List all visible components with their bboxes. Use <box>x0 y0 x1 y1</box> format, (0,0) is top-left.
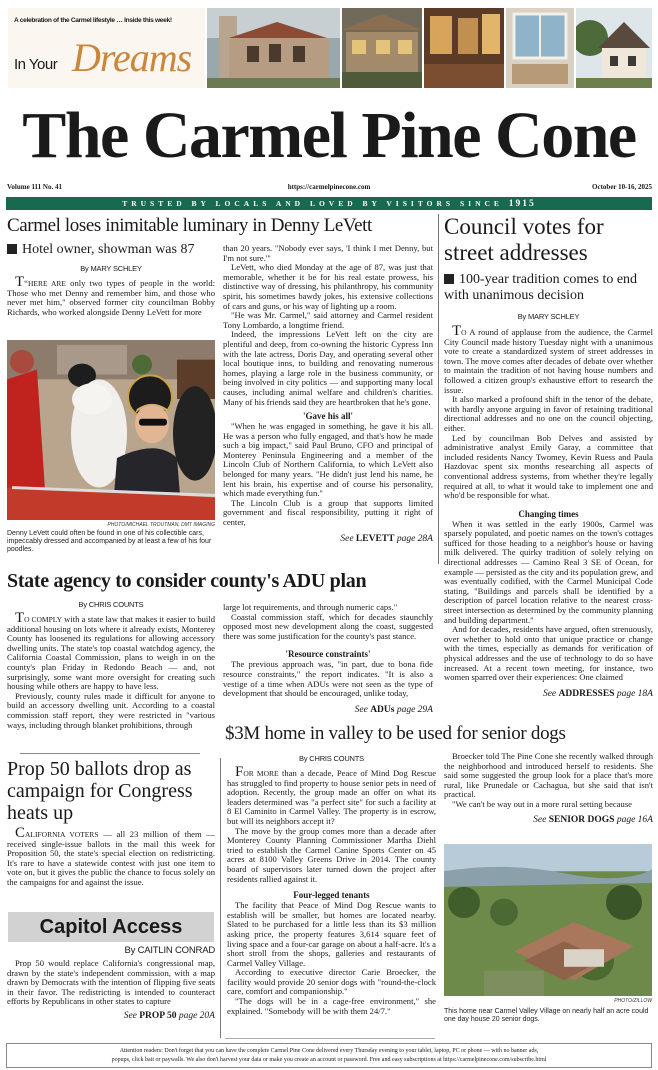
jump-page: page 16A <box>616 814 653 825</box>
square-bullet-icon <box>444 274 454 284</box>
promo-title-script: Dreams <box>72 35 192 80</box>
levett-p1-text: only two types of people in the world: Those who met Denny and remember him, and those who never met him," observed former city councilman Bobby Richards, who worked alongside Denny LeVett for more <box>7 278 216 317</box>
council-byline: By MARY SCHLEY <box>517 312 580 321</box>
dogs-para-5: "The dogs will be in a cage-free environment," she explained. "Somebody will be with them 24/7." <box>227 996 436 1016</box>
levett-para-1: T“HERE ARE only two types of people in the world: Those who met Denny and remember him, and those who never met him," observed former city councilman Bobby Richards, who worked alongside Denny LeVett for more <box>7 274 216 317</box>
dogs-col-1 <box>227 754 436 1016</box>
levett-para-5: Indeed, the impressions LeVett left on the city are plentiful and deep, from co-owning the historic Cypress Inn with the late actress, Doris Day, and operating several other local boutique inns, to building and renovating numerous homes, playing a large role in the business community, or being involved in city politics — and supporting many local causes, including animal welfare and children's charities. Many of his friends said they are heartbroken that he's gone. <box>223 329 433 407</box>
subscribe-notice-line-2[interactable]: popups, click bait or paywalls. We also don't harvest your data or make you create an account or password. Free and easy subscriptions at https://carmelpinecone.com/subscribe.html <box>111 1056 547 1063</box>
motto-year: 1915 <box>508 199 536 209</box>
prop50-column <box>7 945 215 1021</box>
drop-cap: F <box>235 764 244 780</box>
dogs-headline[interactable]: $3M home in valley to be used for senior dogs <box>225 723 566 744</box>
lead-caps: OR MORE <box>243 769 279 778</box>
levett-para-2: than 20 years. "Nobody ever says, 'I think I met Denny, but I'm not sure.'" <box>223 243 433 263</box>
levett-subhead: 'Gave his all' <box>302 411 353 422</box>
dogs-p1-text: than a decade, Peace of Mind Dog Rescue has struggled to find property to house senior pets in need of adoption. Recently, the group made an offer on what its leaders determined was "a perfect site" for such a facility at 8 El Caminito in Carmel Valley. The property is in escrow, but will its neighbors accept it? <box>227 768 437 826</box>
council-para-4: When it was settled in the early 1900s, Carmel was sparsely populated, and poetic names on the town's cottages sufficed for those heading to a neighbor's house or having milk delivered. The quirky tradition of solely relying on directional addresses — Camino Real 3 SE of Ocean, for example — persisted as the city and its population grew, and was eventually codified, with the Carmel Municipal Code stating, "Buildings and parcels shall be identified by a description of parcel location relative to the nearest cross-street intersection as determined by the community planning and building department." <box>444 518 653 625</box>
prop50-para-2: Prop 50 would replace California's congressional map, drawn by the state's independent commission, with a map drawn by Democrats with the intention of flipping five seats in their favor. The redistricting is intended to counteract efforts by Republicans in other states to capture <box>7 958 215 1007</box>
column-divider <box>220 758 221 1038</box>
promo-title-prefix: In Your <box>14 56 58 73</box>
dogs-para-2: The move by the group comes more than a decade after Monterey County Planning Commissioner Martha Diehl tried to establish the Carmel Canine Sports Center on 45 acres at 8100 Valley Greens Drive in 2014. The county board of supervisors later turned down the project after residents rallied against it. <box>227 825 436 884</box>
motto-banner <box>6 197 652 210</box>
prop50-byline: By CAITLIN CONRAD <box>124 945 215 956</box>
adu-para-2: Previously, county rules made it difficult for anyone to build an accessory dwelling unit. According to a coastal commission staff report, they were restricted in "various ways, including through blanket prohibitions, through <box>7 690 215 730</box>
levett-col-2 <box>223 244 433 544</box>
adu-para-3: large lot requirements, and through numeric caps." <box>223 602 398 612</box>
jump-page: page 28A <box>396 533 433 544</box>
adu-para-1 <box>7 610 215 692</box>
adu-col-1 <box>7 600 215 730</box>
lead-caps: ALIFORNIA VOTERS <box>25 830 99 839</box>
masthead-title[interactable]: The Carmel Pine Cone <box>22 99 636 172</box>
drop-cap: T <box>15 610 25 626</box>
promo-banner[interactable] <box>8 8 205 88</box>
promo-photo-interior <box>424 8 504 88</box>
jump-word: PROP 50 <box>139 1010 177 1021</box>
levett-deck <box>7 242 215 258</box>
jump-see: See <box>123 1010 137 1021</box>
dogs-photo <box>444 844 652 996</box>
adu-p1-text: with a state law that makes it easier to build additional housing on lots where it already exists, Monterey County has loosened its regulations for allowing accessory dwelling units. The state's top coastal watchdog agency, the California Coastal Commission, plans to weigh in on the county's plan Friday in Redondo Beach — and, not surprisingly, some want more oversight for creating such housing while others are happy to have less. <box>7 614 215 692</box>
levett-para-6: "When he was engaged in something, he gave it his all. He was a person who fully engaged, and that's how he made such a big impact," said Paul Bruno, CFO and principal of Monterey Peninsula Engineering and a member of the Lincoln Club of Northern California, to which LeVett also belonged for many years. "He didn't just lend his name, he lent his brain, his expertise and of course his personality, which made everything fun." <box>223 421 433 499</box>
section-divider <box>225 1038 435 1039</box>
jump-page: page 29A <box>396 704 433 715</box>
promo-photo-house-2 <box>342 8 422 88</box>
issue-date: October 10-16, 2025 <box>592 183 652 191</box>
jump-word: ADUs <box>370 704 395 715</box>
jump-word: ADDRESSES <box>558 688 615 699</box>
levett-byline: By MARY SCHLEY <box>80 264 142 273</box>
drop-cap: C <box>15 825 26 841</box>
council-para-5: And for decades, residents have argued, often strenuously, over whether to hold onto that unique practice or change with the times, especially as demands for verification of physical addresses and the use of technology to do so have increased. At a recent town meeting, for instance, two women sparred over their experiences: One claimed <box>444 624 653 683</box>
promo-photo-house-3 <box>576 8 652 88</box>
prop50-jump-link[interactable] <box>7 1011 215 1021</box>
jump-see: See <box>542 688 557 699</box>
levett-para-3: LeVett, who died Monday at the age of 87, was just that memorable, whether it be for his real estate prowess, his distinctive way of dressing, his philanthropy, his community spirit, his sometimes bawdy jokes, his extensive collections of cars and guns, or his way of lighting up a room. <box>223 262 433 311</box>
dogs-subhead: Four-legged tenants <box>293 890 370 901</box>
prop50-story <box>7 758 215 888</box>
adu-byline: By CHRIS COUNTS <box>78 600 144 609</box>
jump-page: page 18A <box>616 688 653 699</box>
lead-caps: HERE ARE <box>28 279 67 288</box>
council-para-3: Led by councilman Bob Delves and assisted by administrative analyst Emily Garay, a committee that included residents Nancy Twomey, Kevin Ruess and Paula Hazdovac spent six months researching all aspects of conventional address systems, from whether they're legally required at all, to what it would take to implement one and who'd be responsible for what. <box>444 432 653 501</box>
jump-see: See <box>340 533 354 544</box>
levett-photo <box>7 340 215 520</box>
prop50-para-1 <box>7 825 215 888</box>
jump-word: SENIOR DOGS <box>548 814 615 825</box>
dogs-para-3: The facility that Peace of Mind Dog Rescue wants to establish will be smaller, but homes are located nearby. Slated to be purchased for a little less than its $3 million asking price, the property features 3,614 square feet of living space and a four-car garage on about a half-acre. It's a short stroll from the shops, galleries and restaurants of Carmel Valley Village. <box>227 900 436 968</box>
site-url-link[interactable]: https://carmelpinecone.com <box>287 183 371 191</box>
jump-word: LEVETT <box>355 533 395 544</box>
council-para-2: It also marked a profound shift in the tenor of the debate, with hardly anyone arguing in favor of retaining traditional directional addresses and no one on the council objecting, either. <box>444 394 653 433</box>
adu-para-4: Coastal commission staff, which for decades staunchly opposed most new development along the coast, suggested there was some justification for the county's past stance. <box>223 611 433 641</box>
dogs-para-4: According to executive director Carie Broecker, the facility would provide 20 senior dogs with "round-the-clock care, comfort and companionship." <box>227 967 436 997</box>
council-deck-text: 100-year tradition comes to end with unanimous decision <box>444 272 638 303</box>
promo-photo-window <box>506 8 574 88</box>
subscribe-notice-line-1: Attention readers: Don't forget that you can have the complete Carmel Pine Cone delivered every Thursday evening to your tablet, laptop, PC or phone — with no banner ads, <box>119 1048 539 1054</box>
lead-caps: O COMPLY <box>24 615 62 624</box>
column-divider <box>438 214 439 564</box>
dogs-col-2 <box>444 752 653 825</box>
levett-col-1 <box>7 242 215 317</box>
prop50-headline[interactable]: Prop 50 ballots drop as campaign for Congress heats up <box>7 758 193 824</box>
adu-para-5: The previous approach was, "in part, due to bona fide resource constraints," the report indicates. "It is also a vestige of a time when ADUs were not seen as the type of development that should be encouraged, unlike today, <box>223 659 433 699</box>
volume-number: Volume 111 No. 41 <box>7 183 62 191</box>
levett-photo-caption: Denny LeVett could often be found in one of his collectible cars, impeccably dressed and accompanied by at least a few of his four poodles. <box>7 530 212 553</box>
council-story <box>444 214 653 699</box>
dogs-para-7: "We can't be way out in a more rural setting because <box>452 798 632 809</box>
council-subhead: Changing times <box>518 508 579 519</box>
promo-tagline: A celebration of the Carmel lifestyle … Inside this week! <box>14 17 172 24</box>
subscribe-notice <box>6 1043 652 1068</box>
council-deck <box>444 272 653 304</box>
levett-para-4: "He was Mr. Carmel," said attorney and Carmel resident Tony Lombardo, a longtime friend. <box>223 310 433 330</box>
site-url[interactable] <box>229 183 429 191</box>
levett-deck-text: Hotel owner, showman was 87 <box>22 242 195 257</box>
council-jump-link[interactable] <box>444 689 653 699</box>
jump-page: page 20A <box>178 1010 215 1021</box>
jump-see: See <box>354 704 368 715</box>
adu-subhead: 'Resource constraints' <box>285 649 371 660</box>
council-p1-text: A round of applause from the audience, the Carmel City Council made history Tuesday night with a unanimous vote to create a standardized system of street addresses in town. The move comes after decades of debate over whether to maintain the tradition of not having house numbers and followed a citizen group's exhaustive effort to research the issue. <box>444 327 653 395</box>
dogs-para-1 <box>227 764 437 827</box>
dogs-jump-link[interactable] <box>444 815 653 825</box>
council-headline[interactable]: Council votes for street addresses <box>444 214 604 265</box>
lead-caps: O <box>461 328 467 337</box>
drop-cap: T <box>15 274 25 290</box>
adu-col-2 <box>223 603 433 715</box>
jump-see: See <box>533 814 547 825</box>
drop-cap: T <box>452 323 462 339</box>
promo-photo-house-1 <box>207 8 340 88</box>
council-para-1 <box>444 323 653 395</box>
section-divider <box>20 753 200 754</box>
levett-jump-link[interactable] <box>223 534 433 544</box>
adu-jump-link[interactable] <box>223 705 433 715</box>
square-bullet-icon <box>7 244 17 254</box>
capitol-access-header: Capitol Access <box>8 912 214 942</box>
adu-headline[interactable]: State agency to consider county's ADU plan <box>7 570 367 592</box>
dogs-photo-caption: This home near Carmel Valley Village on nearly half an acre could one day house 20 senior dogs. <box>444 1008 649 1023</box>
prop50-p1-text: — all 23 million of them — received single-issue ballots in the mail this week for Proposition 50, the state's special election on redistricting. It's rare to have a statewide contest with just one item to vote on, but it gives the public the chance to focus solely on the campaigns for and against the issue. <box>7 829 215 887</box>
levett-headline[interactable]: Carmel loses inimitable luminary in Denny LeVett <box>7 215 372 236</box>
dogs-photo-credit: PHOTO/ZILLOW <box>614 998 652 1004</box>
dogs-para-6: Broecker told The Pine Cone she recently walked through the neighborhood and introduced herself to residents. She said some suggested the group look for a place that's more rural, like Prunedale or Cachagua, but she said that isn't practical. <box>444 751 653 800</box>
levett-photo-credit: PHOTO/MICHAEL TROUTMAN, DMT IMAGING <box>107 522 215 528</box>
levett-para-7: The Lincoln Club is a group that supports limited government and fiscal responsibility, putting it right of center, <box>223 497 433 528</box>
motto-text: TRUSTED BY LOCALS AND LOVED BY VISITORS SINCE <box>122 199 503 208</box>
dogs-byline: By CHRIS COUNTS <box>299 754 364 763</box>
